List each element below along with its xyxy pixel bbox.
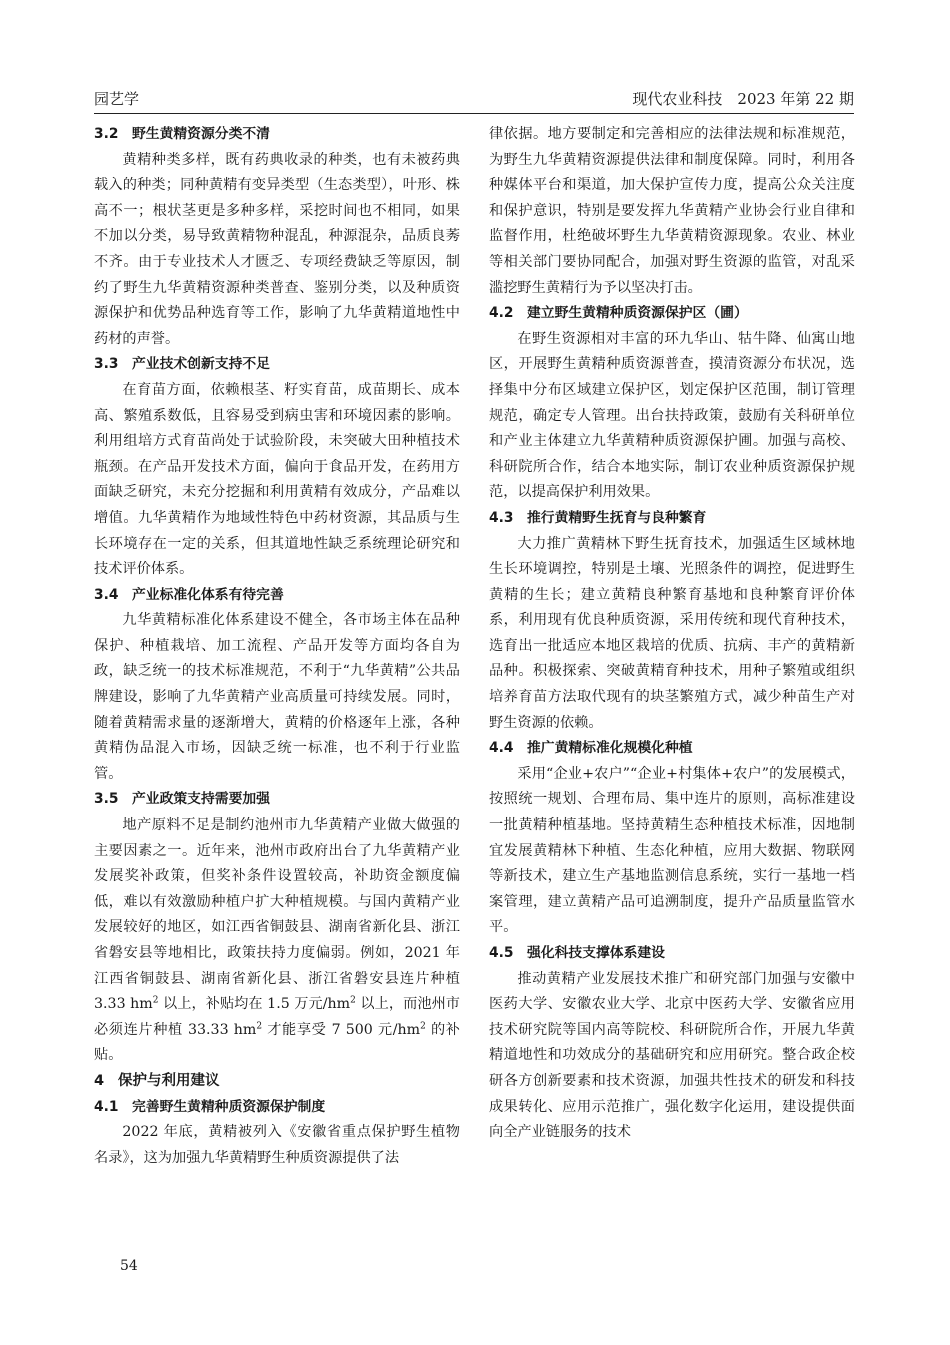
- section-heading: [94, 352, 460, 378]
- paragraph: 在育苗方面，依赖根茎、籽实育苗，成苗期长、成本高、繁殖系数低，且容易受到病虫害和环境因素的影响。利用组培方式育苗尚处于试验阶段，未突破大田种植技术瓶颈。在产品开发技术方面，偏向于食品开发，在药用方面缺乏研究，未充分挖掘和利用黄精有效成分，产品难以增值。九华黄精作为地域性特色中药材资源，其品质与生长环境存在一定的关系，但其道地性缺乏系统理论研究和技术评价体系。: [94, 381, 460, 578]
- section-number: 4.3: [489, 509, 514, 526]
- section-number: 3.4: [94, 586, 119, 603]
- section-number: 3.5: [94, 791, 119, 808]
- paragraph: 黄精种类多样，既有药典收录的种类，也有未被药典载入的种类；同种黄精有变异类型（生态类型），叶形、株高不一；根状茎更是多种多样，采挖时间也不相同，如果不加以分类，易导致黄精物种混乱，种源混杂，品质良莠不齐。由于专业技术人才匮乏、专项经费缺乏等原因，制约了野生九华黄精资源种类普查、鉴别分类，以及种质资源保护和优势品种选育等工作，影响了九华黄精道地性中药材的声誉。: [94, 151, 460, 347]
- text-run: 的补贴。: [94, 1021, 460, 1064]
- section-number: 4.2: [489, 305, 514, 322]
- section-heading: [94, 122, 460, 148]
- section-title: 保护与利用建议: [118, 1072, 220, 1089]
- section-number: 4.1: [94, 1098, 119, 1115]
- text-run: 以上，而池州市必须连片种植 33.33 hm: [94, 996, 460, 1038]
- section-heading: [94, 583, 460, 609]
- section-number: 3.2: [94, 126, 119, 142]
- section-heading: [489, 506, 855, 532]
- section-heading: [489, 736, 855, 762]
- paragraph: 律依据。地方要制定和完善相应的法律法规和标准规范，为野生九华黄精资源提供法律和制度保障。同时，利用各种媒体平台和渠道，加大保护宣传力度，提高公众关注度和保护意识，特别是要发挥九华黄精产业协会行业自律和监督作用，杜绝破坏野生九华黄精资源现象。农业、林业等相关部门要协同配合，加强对野生资源的监管，对乱采滥挖野生黄精行为予以坚决打击。: [489, 126, 855, 296]
- section-number: 3.3: [94, 356, 119, 373]
- paragraph: 大力推广黄精林下野生抚育技术，加强适生区域林地生长环境调控，特别是土壤、光照条件的调控，促进野生黄精的生长；建立黄精良种繁育基地和良种繁育评价体系，利用现有优良种质资源，采用传统和现代育种技术，选育出一批适应本地区栽培的优质、抗病、丰产的黄精新品种。积极探索、突破黄精育种技术，用种子繁殖或组织培养育苗方法取代现有的块茎繁殖方式，减少种苗生产对野生资源的依赖。: [489, 535, 855, 731]
- header-journal: 现代农业科技 2023 年第 22 期: [632, 90, 854, 108]
- superscript: 2: [256, 1021, 263, 1032]
- left-column: [94, 122, 460, 1171]
- section-number: 4.5: [489, 945, 514, 961]
- section-heading: [94, 787, 460, 813]
- section-title: 强化科技支撑体系建设: [527, 945, 665, 961]
- right-column: [489, 122, 855, 1146]
- superscript: 2: [152, 995, 159, 1006]
- paragraph: 九华黄精标准化体系建设不健全，各市场主体在品种保护、种植栽培、加工流程、产品开发等方面均各自为政，缺乏统一的技术标准规范，不利于“九华黄精”公共品牌建设，影响了九华黄精产业高质量可持续发展。同时，随着黄精需求量的逐渐增大，黄精的价格逐年上涨，各种黄精伪品混入市场，因缺乏统一标准，也不利于行业监管。: [94, 612, 460, 782]
- paragraph: [94, 813, 460, 1069]
- section-number: 4: [94, 1072, 105, 1089]
- text-run: 以上，补贴均在 1.5 万元/hm: [158, 996, 351, 1013]
- superscript: 2: [420, 1021, 426, 1032]
- paragraph: 2022 年底，黄精被列入《安徽省重点保护野生植物名录》，这为加强九华黄精野生种质资源提供了法: [94, 1124, 460, 1166]
- section-title: 产业技术创新支持不足: [132, 356, 270, 373]
- page-number: 54: [120, 1258, 138, 1274]
- section-title: 推行黄精野生抚育与良种繁育: [527, 509, 707, 526]
- paragraph: 推动黄精产业发展技术推广和研究部门加强与安徽中医药大学、安徽农业大学、北京中医药大学、安徽省应用技术研究院等国内高等院校、科研院所合作，开展九华黄精道地性和功效成分的基础研究和应用研究。整合政企校研各方创新要素和技术资源，加强共性技术的研发和科技成果转化、应用示范推广，强化数字化运用，建设提供面向全产业链服务的技术: [489, 970, 855, 1141]
- text-run: 地产原料不足是制约池州市九华黄精产业做大做强的主要因素之一。近年来，池州市政府出台了九华黄精产业发展奖补政策，但奖补条件设置较高，补助资金额度偏低，难以有效激励种植户扩大种植规模。与国内黄精产业发展较好的地区，如江西省铜鼓县、湖南省新化县、浙江省磐安县等地相比，政策扶持力度偏弱。例如，2021 年江西省铜鼓县、湖南省新化县、浙江省磐安县连片种植 3.33 hm: [94, 817, 460, 1013]
- superscript: 2: [350, 995, 356, 1006]
- section-number: 4.4: [489, 740, 514, 757]
- section-title: 推广黄精标准化规模化种植: [527, 740, 693, 757]
- paragraph: 采用“企业+农户”“企业+村集体+农户”的发展模式，按照统一规划、合理布局、集中连片的原则，高标准建设一批黄精种植基地。坚持黄精生态种植技术标准，因地制宜发展黄精林下种植、生态化种植，应用大数据、物联网等新技术，建立生产基地监测信息系统，实行一基地一档案管理，建立黄精产品可追溯制度，提升产品质量监管水平。: [489, 765, 855, 936]
- section-title: 完善野生黄精种质资源保护制度: [132, 1098, 326, 1115]
- section-title: 产业政策支持需要加强: [132, 791, 270, 808]
- section-title: 产业标准化体系有待完善: [132, 586, 284, 603]
- running-header: [94, 86, 854, 114]
- section-title: 野生黄精资源分类不清: [132, 126, 270, 142]
- section-heading: [489, 941, 855, 967]
- text-run: 才能享受 7 500 元/hm: [262, 1021, 421, 1038]
- header-section: 园艺学: [94, 90, 140, 108]
- paragraph: 在野生资源相对丰富的环九华山、牯牛降、仙寓山地区，开展野生黄精种质资源普查，摸清资源分布状况，选择集中分布区域建立保护区，划定保护区范围，制订管理规范，确定专人管理。出台扶持政策，鼓励有关科研单位和产业主体建立九华黄精种质资源保护圃。加强与高校、科研院所合作，结合本地实际，制订农业种质资源保护规范，以提高保护利用效果。: [489, 330, 855, 501]
- section-heading: [489, 301, 855, 327]
- section-title: 建立野生黄精种质资源保护区（圃）: [527, 305, 748, 322]
- section-heading: [94, 1069, 460, 1095]
- section-heading: [94, 1095, 460, 1121]
